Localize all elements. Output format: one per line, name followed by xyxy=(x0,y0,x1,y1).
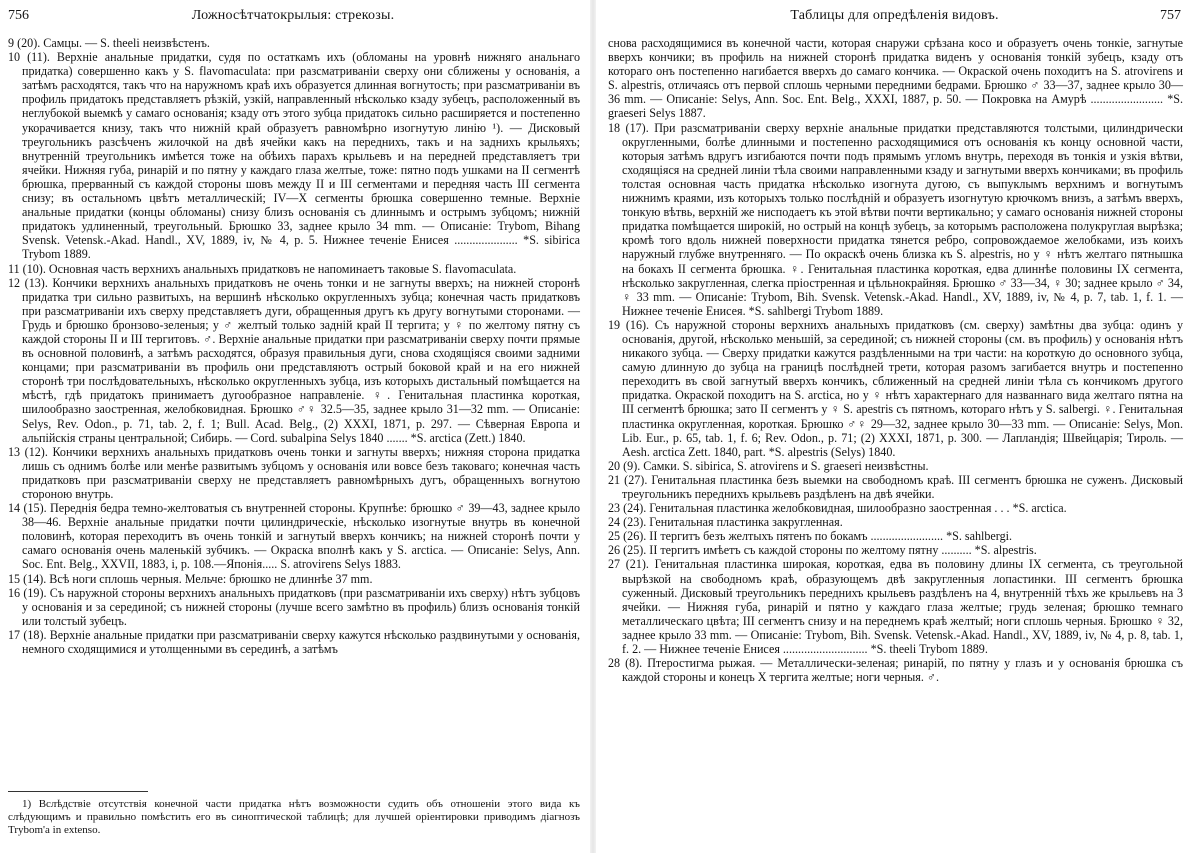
key-entry-28-8: 28 (8). Птеростигма рыжая. — Металлически-зеленая; ринарій, по пятну у глазъ и у основанія брюшка съ каждой стороны и конецъ X тергита желтые; ноги черныя. ♂. xyxy=(608,656,1183,685)
key-entry-11-10: 11 (10). Основная часть верхнихъ анальныхъ придатковъ не напоминаетъ таковые S. flavomaculata. xyxy=(8,261,517,276)
key-entry-20-9: 20 (9). Самки. S. sibirica, S. atrovirens и S. graeseri неизвѣстны. xyxy=(608,458,929,473)
key-entry-17-18: 17 (18). Верхніе анальные придатки при разсматриваніи сверху кажутся нѣсколько раздвинутыми у основанія, немного сходящимися и утолщенными въ серединѣ, а затѣмъ xyxy=(8,627,580,657)
right-page-header xyxy=(608,8,1181,26)
left-running-title: Ложносѣтчатокрылыя: стрекозы. xyxy=(191,8,395,23)
key-entry-18-17: 18 (17). При разсматриваніи сверху верхніе анальные придатки представляются толстыми, цилиндрически округленными, болѣе длинными и постепенно расходящимися отъ основанія къ концу основной части, которыя затѣмъ вдругъ изгибаются почти подъ прямымъ угломъ внутрь, переходя въ тонкія и узкія вѣтви, сходящіяся на средней линіи тѣла своими направленными кзаду и загнутыми вверхъ кончиками; въ профиль толстая основная часть придатка нѣсколько изогнута дугою, съ выпуклымъ верхнимъ и вогнутымъ нижнимъ краями, изъ которыхъ только послѣдній и образуетъ изогнутую крючкомъ внизъ, а затѣмъ вверхъ, тонкую вѣтвь, верхній же нисподаетъ къ этой вѣтви почти вертикально; у самаго основанія нижней стороны придатка помѣщается широкій, но острый на концѣ зубецъ, за которымъ расположена полукруглая вырѣзка; кромѣ того вдоль нижней поверхности придатка тянется ребро, сопровождаемое желобками, изъ коихъ наружный глубже внутренняго. — По окраскѣ очень близка къ S. alpestris, но у ♀ нѣтъ желтаго пятнышка на бокахъ II сегмента брюшка. ♀. Генитальная пластинка короткая, едва длиннѣе половины IX сегмента, нѣсколько закругленная, слегка пріостренная и цѣльнокрайняя. Брюшко ♂ 33—34, ♀ 30; заднее крыло ♂ 34, ♀ 33 mm. — Описаніе: Trybom, Bih. Svensk. Vetensk.-Akad. Handl., XV, 1889, iv, № 4, p. 7, tab. 1, f. 1. — Нижнее теченіе Енисея. *S. sahlbergi Trybom 1889. xyxy=(608,120,1183,318)
key-entry-23-24: 23 (24). Генитальная пластинка желобковидная, шилообразно заостренная . . . *S. arctica. xyxy=(608,501,1067,516)
left-page-body xyxy=(8,36,580,656)
key-entry-16-19: 16 (19). Съ наружной стороны верхнихъ анальныхъ придатковъ (при разсматриваніи ихъ сверху) нѣтъ зубцовъ у основанія и за серединой; съ нижней стороны (лучше всего замѣтно въ профиль) близъ основанія тонкій или толстый зубецъ. xyxy=(8,585,580,628)
key-entry-25-26: 25 (26). II тергитъ безъ желтыхъ пятенъ по бокамъ ........................ *S. sahlbergi. xyxy=(608,529,1013,544)
key-entry-21-27: 21 (27). Генитальная пластинка безъ выемки на свободномъ краѣ. III сегментъ брюшка не суженъ. Дисковый треугольникъ переднихъ крыльевъ раздѣленъ на двѣ ячейки. xyxy=(608,472,1183,501)
key-entry-10-11: 10 (11). Верхніе анальные придатки, судя по остаткамъ ихъ (обломаны на уровнѣ нижняго анальнаго придатка) совершенно какъ у S. flavomaculata: при разсматриваніи сверху они сближены у основанія, а затѣмъ расходятся, такъ что на наружномъ краѣ ихъ образуется длинная вогнутость; при разсматриваніи въ профиль придатокъ представляетъ рѣзкій, узкій, направленный нѣсколько кзаду зубецъ, расположенный въ неглубокой выемкѣ у самаго основанія; кзаду отъ этого зубца придатокъ сильно расширяется и постепенно укорачивается книзу, такъ что нижній край образуетъ равномѣрно изогнутую линію ¹). — Дисковый треугольникъ разсѣченъ жилочкой на двѣ ячейки какъ на переднихъ, такъ и на заднихъ крыльяхъ; внутренній треугольникъ имѣется тоже на обѣихъ парахъ крыльевъ и на передней представляетъ три ячейки. Нижняя губа, ринарій и по пятну у каждаго глаза желтые, тоже: пятно подъ ушками на II сегментѣ брюшка, прерванный съ каждой стороны шовъ между II и III сегментами и передняя часть III сегмента снизу; въ остальномъ цвѣтъ металлическій; IV—X сегменты брюшка совершенно темные. Верхніе анальные придатки (концы обломаны) снизу близъ основанія съ длиннымъ и острымъ зубцомъ; нижній придатокъ удлиненный, треугольный. Брюшко 33, заднее крыло 34 mm. — Описаніе: Trybom, Bihang Svensk. Vetensk.-Akad. Handl., XV, 1889, iv, № 4, p. 5. Нижнее теченіе Енисея ..................... *S. sibirica Trybom 1889. xyxy=(8,50,580,262)
key-entry-15-14: 15 (14). Всѣ ноги сплошь черныя. Мельче: брюшко не длиннѣе 37 mm. xyxy=(8,571,373,586)
footnote-rule xyxy=(8,791,148,792)
key-entry-14-15: 14 (15). Переднія бедра темно-желтоватыя съ внутренней стороны. Крупнѣе: брюшко ♂ 39—43, заднее крыло 38—46. Верхніе анальные придатки почти цилиндрическіе, нѣсколько изогнутые внутрь въ конечной половинѣ, которая переходитъ въ очень тонкій и загнутый вверхъ кончикъ; на нижней сторонѣ почти у самаго основанія очень маленькій зубчикъ. — Окраска вполнѣ какъ у S. arctica. — Описаніе: Selys, Ann. Soc. Ent. Belg., XXVII, 1883, i, p. 108.—Японія..... S. atrovirens Selys 1883. xyxy=(8,501,580,572)
left-page-header xyxy=(8,8,578,26)
book-gutter xyxy=(590,0,596,853)
left-page-number: 756 xyxy=(8,8,29,23)
key-entry-13-12: 13 (12). Кончики верхнихъ анальныхъ придатковъ очень тонки и загнуты вверхъ; нижняя сторона придатка лишь съ однимъ болѣе или менѣе развитымъ зубцомъ у основанія или вовсе безъ таковаго; конечная часть придатковъ при разсматриваніи сверху не представляетъ равномѣрныхъ дугъ, обращенныхъ вогнутою стороною внутрь. xyxy=(8,444,580,501)
right-page xyxy=(600,0,1189,853)
key-entry-24-23: 24 (23). Генитальная пластинка закругленная. xyxy=(608,515,843,530)
left-page xyxy=(0,0,586,853)
right-running-title: Таблицы для опредѣленія видовъ. xyxy=(790,8,999,23)
key-entry-27-21: 27 (21). Генитальная пластинка широкая, короткая, едва въ половину длины IX сегмента, съ треугольной вырѣзкой на свободномъ краѣ, образующемъ двѣ закругленныя лопастинки. III сегментъ брюшка суженный. Дисковый треугольникъ переднихъ крыльевъ раздѣленъ на 4, внутренній тѣхъ же крыльевъ на 3 ячейки. — Нижняя губа, ринарій и пятно у каждаго глаза желтые; грудь зеленая; брюшко темнаго металлическаго цвѣта; III сегментъ снизу и на переднемъ краѣ желтый; ноги сплошь черныя. Брюшко ♀ 32, заднее крыло 33 mm. — Описаніе: Trybom, Bih. Svensk. Vetensk.-Akad. Handl., XV, 1889, iv, № 4, p. 8, tab. 1, f. 2. — Нижнее теченіе Енисея ............................ *S. theeli Trybom 1889. xyxy=(608,557,1183,657)
key-entry-26-25: 26 (25). II тергитъ имѣетъ съ каждой стороны по желтому пятну .......... *S. alpestris. xyxy=(608,543,1037,558)
key-entry-12-13: 12 (13). Кончики верхнихъ анальныхъ придатковъ не очень тонки и не загнуты вверхъ; на нижней сторонѣ придатка три сильно развитыхъ, на вершинѣ нѣсколько округленныхъ зубца; конечная часть придатковъ при разсматриваніи ихъ сверху представляетъ дуги, обращенныя другъ къ другу вогнутыми сторонами. — Грудь и брюшко бронзово-зеленыя; у ♂ желтый только задній край II тергита; у ♀ по желтому пятну съ каждой стороны II и III тергитовъ. ♂. Верхніе анальные придатки при разсматриваніи сверху почти прямые въ основной половинѣ, а затѣмъ расходятся, образуя правильныя дуги, снова сходящіяся своими задними концами; при разсматриваніи въ профиль они представляютъ острый боковой край и на его нижней сторонѣ три послѣдовательныхъ, нѣсколько округленныхъ зубца, изъ которыхъ дистальный помѣщается на мѣстѣ, гдѣ придатокъ принимаетъ дугообразное направленіе. ♀. Генитальная пластинка короткая, шилообразно заостренная, желобковидная. Брюшко ♂♀ 32.5—35, заднее крыло 31—32 mm. — Описаніе: Selys, Rev. Odon., p. 71, tab. 2, f. 1; Bull. Acad. Belg., (2) XXXI, 1871, p. 297. — Сѣверная Европа и альпійскія страны центральной; Сибирь. — Cord. subalpina Selys 1840 ....... *S. arctica (Zett.) 1840. xyxy=(8,275,580,445)
footnote: 1) Вслѣдствіе отсутствія конечной части придатка нѣтъ возможности судить объ отношеніи этого вида къ слѣдующимъ и правильно помѣстить его въ синоптической таблицѣ; для лучшей оріентировки приводимъ діагнозъ Trybom'а in extenso. xyxy=(8,798,580,836)
right-page-body xyxy=(608,36,1183,684)
right-page-number: 757 xyxy=(1160,8,1181,23)
key-entry-9-20: 9 (20). Самцы. — S. theeli неизвѣстенъ. xyxy=(8,36,210,50)
key-entry-17-continued: снова расходящимися въ конечной части, которая снаружи срѣзана косо и образуетъ очень тонкіе, загнутые вверхъ кончики; въ профиль на нижней сторонѣ придатка виденъ у основанія тонкій зубецъ, кзаду отъ котораго онъ постепенно нагибается вверхъ до самаго кончика. — Окраской очень походитъ на S. atrovirens и S. alpestris, отличаясь отъ первой сплошь черными передними бедрами. Брюшко ♂ 33—37, заднее крыло 30—36 mm. — Описаніе: Selys, Ann. Soc. Ent. Belg., XXXI, 1887, p. 50. — Покровка на Амурѣ ........................ *S. graeseri Selys 1887. xyxy=(608,36,1183,121)
key-entry-19-16: 19 (16). Съ наружной стороны верхнихъ анальныхъ придатковъ (см. сверху) замѣтны два зубца: одинъ у основанія, другой, нѣсколько меньшій, за серединой; съ нижней стороны (см. въ профиль) у основанія нѣтъ никакого зубца. — Сверху придатки кажутся раздѣленными на три части: на короткую до основного зубца, самую длинную до зубца на границѣ послѣдней трети, которая разомъ загибается внутрь и постепенно переходитъ въ свой загнутый вверхъ кончикъ, сближенный на средней линіи тѣла съ кончикомъ другого придатка. Окраской походитъ на S. arctica, но у ♀ нѣтъ характернаго для названнаго вида желтаго пятна на III сегментѣ брюшка; зато II сегментъ у ♀ S. apestris съ пятномъ, котораго нѣтъ у S. salbergi. ♀. Генитальная пластинка округленная, короткая. Брюшко ♂♀ 29—32, заднее крыло 30—33 mm. — Описаніе: Selys, Mon. Lib. Eur., p. 65, tab. 1, f. 6; Rev. Odon., p. 71; (2) XXXI, 1871, p. 300. — Лапландія; Швейцарія; Тироль. — Aesh. arctica Zett. 1840, part. *S. alpestris (Selys) 1840. xyxy=(608,317,1183,459)
